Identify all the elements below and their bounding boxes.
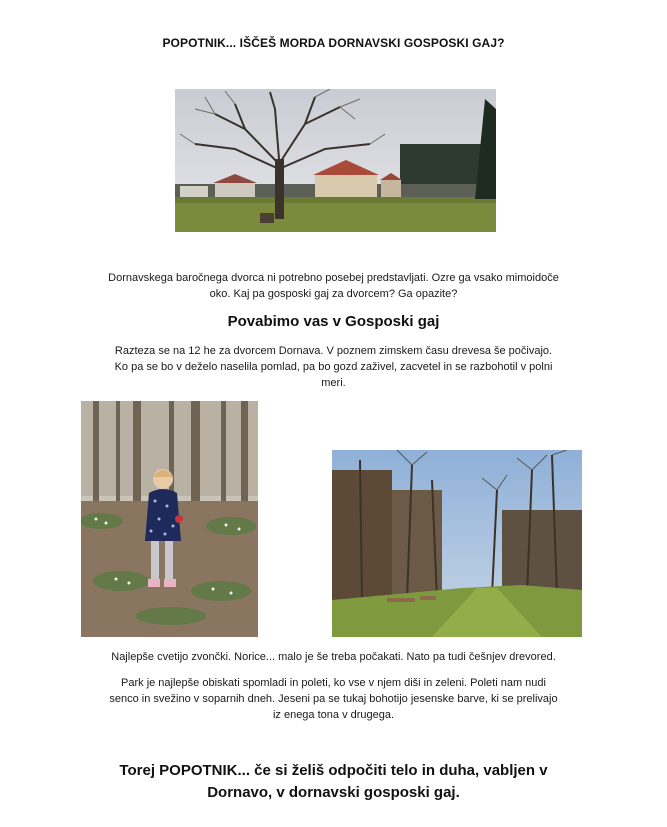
seasons-line-1: Park je najlepše obiskati spomladi in poleti, ko vse v njem diši in zeleni. Poleti nam nudi — [121, 677, 546, 689]
closing-line-2: Dornavo, v dornavski gosposki gaj. — [207, 784, 460, 801]
intro-line-2: oko. Kaj pa gosposki gaj za dvorcem? Ga opazite? — [209, 288, 458, 300]
intro-paragraph — [70, 270, 597, 302]
seasons-line-3: iz enega tona v drugega. — [272, 709, 395, 721]
section-heading: Povabimo vas v Gosposki gaj — [227, 313, 440, 330]
photo-caption: Najlepše cvetijo zvončki. Norice... malo je še treba počakati. Nato pa tudi češnjev drevored. — [111, 651, 556, 663]
description-line-2: Ko pa se bo v deželo naselila pomlad, pa bo gozd zaživel, zacvetel in se razbohotil v polni — [114, 361, 553, 373]
intro-line-1: Dornavskega baročnega dvorca ni potrebno posebej predstavljati. Ozre ga vsako mimoidoče — [108, 272, 559, 284]
closing-invitation — [80, 760, 587, 804]
manor-photo — [175, 89, 496, 232]
forest-clearing-photo — [332, 450, 582, 637]
description-line-1: Razteza se na 12 he za dvorcem Dornava. V poznem zimskem času drevesa še počivajo. — [114, 345, 553, 357]
description-paragraph — [70, 343, 597, 391]
girl-forest-photo — [81, 401, 258, 637]
seasons-line-2: senco in svežino v soparnih dneh. Jeseni pa se tukaj bohotijo jesenske barve, ki se prelivajo — [109, 693, 558, 705]
description-line-3: meri. — [321, 377, 346, 389]
seasons-paragraph — [70, 675, 597, 723]
closing-line-1: Torej POPOTNIK... če si želiš odpočiti telo in duha, vabljen v — [119, 762, 548, 779]
page-title: POPOTNIK... IŠČEŠ MORDA DORNAVSKI GOSPOSKI GAJ? — [162, 36, 505, 50]
